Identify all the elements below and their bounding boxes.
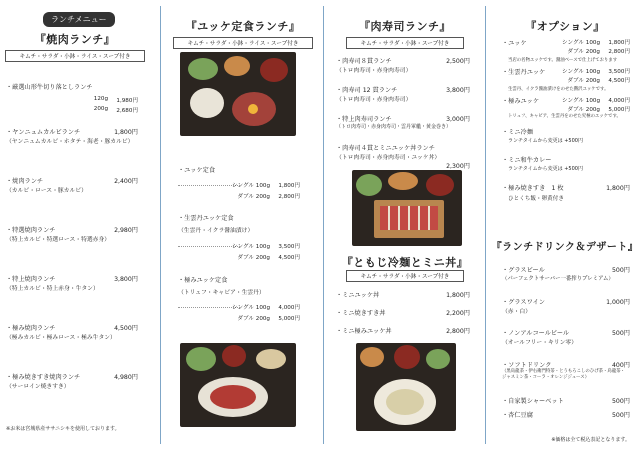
section-title: 『オプション』 xyxy=(525,20,605,33)
column-divider xyxy=(323,6,324,444)
panel-niku-sushi-lunch xyxy=(330,0,480,450)
option-item: ・生雲丹ユッケ xyxy=(502,69,546,76)
size-option: 120g 1,980円 xyxy=(93,96,138,104)
drink-item: ・グラスビール 500円 （パーフェクトサーバー一番搾りプレミアム） xyxy=(502,267,630,282)
option-desc: 生雲丹、イクラ醤油漬けをのせた贅沢ユッケです。 xyxy=(508,87,609,92)
size-option: 200g 2,680円 xyxy=(93,106,138,114)
size-option: シングル 100g 3,500円 xyxy=(562,69,630,75)
option-item: ・ミニ冷麺 xyxy=(502,129,533,136)
column-divider xyxy=(160,6,161,444)
size-option: シングル 100g 4,000円 xyxy=(562,98,630,104)
menu-item: ・極み焼きすき焼肉ランチ 4,980円 （サーロイン焼きすき） xyxy=(6,374,138,390)
option-item: ・極み焼きすき 1 枚 1,800円 xyxy=(502,185,630,192)
size-option: シングル 100g 4,000円 xyxy=(178,303,300,311)
menu-item: ・極みユッケ定食 （トリュフ・キャビア・生雲丹） xyxy=(178,277,265,296)
option-desc: ひとくち飯・卵黄付き xyxy=(508,196,564,202)
section-title: 『ともじ冷麺とミニ丼』 xyxy=(341,256,469,269)
menu-item: ・肉寿司 12 貫ランチ 3,800円 （トロ肉寿司・赤身肉寿司） xyxy=(336,87,470,103)
size-option: ダブル 200g 5,000円 xyxy=(567,107,630,113)
menu-item: ・肉寿司４貫とミニユッケ丼ランチ （トロ肉寿司・赤身肉寿司・ユッケ丼） 2,300円 xyxy=(336,145,470,170)
drink-item: ・ソフトドリンク 400円 （黒烏龍茶・伊右衛門特茶・とうもろこしのひげ茶・烏龍茶・ジャスミン茶・コーラ・オレンジジュース） xyxy=(502,362,630,380)
size-option: シングル 100g 1,800円 xyxy=(562,40,630,46)
menu-item: ・厳選山形牛切り落としランチ xyxy=(6,84,93,91)
size-option: ダブル 200g 4,500円 xyxy=(567,78,630,84)
lunch-menu-badge: ランチメニュー xyxy=(43,12,115,27)
menu-item: ・ミニ焼きすき丼 2,200円 xyxy=(336,310,470,317)
option-item: ・ユッケ xyxy=(502,40,527,47)
section-title: 『肉寿司ランチ』 xyxy=(359,20,451,33)
option-desc: ランチタイムから変更は +500円 xyxy=(508,166,583,172)
section-title: 『ランチドリンク＆デザート』 xyxy=(491,242,639,253)
dessert-item: ・自家製シャーベット 500円 xyxy=(502,398,630,405)
yakiniku-set-photo xyxy=(180,343,296,427)
size-option: ダブル 200g 2,800円 xyxy=(567,49,630,55)
size-option: ダブル 200g 2,800円 xyxy=(237,194,300,200)
drink-item: ・ノンアルコールビール 500円 （オールフリー・キリン零） xyxy=(502,330,630,346)
menu-item: ・極み焼肉ランチ 4,500円 （極みカルビ・極みロース・極み牛タン） xyxy=(6,325,138,341)
panel-options xyxy=(490,0,640,450)
panel-yakiniku-lunch xyxy=(0,0,150,450)
column-divider xyxy=(485,6,486,444)
yukke-set-photo xyxy=(180,52,296,136)
drink-item: ・グラスワイン 1,000円 （赤・白） xyxy=(502,299,630,315)
niku-sushi-photo xyxy=(352,170,462,246)
section-title: 『ユッケ定食ランチ』 xyxy=(185,20,301,33)
option-desc: 当店の名物ユッケです。醤油ベースで仕上げております xyxy=(508,58,618,63)
menu-item: ・ミニ極みユッケ丼 2,800円 xyxy=(336,328,470,335)
panel-yukke-lunch xyxy=(168,0,318,450)
size-option: シングル 100g 1,800円 xyxy=(178,181,300,189)
rice-note: ※お米は宮城県産ササニシキを使用しております。 xyxy=(6,426,120,432)
section-includes: キムチ・サラダ・小鉢・スープ付き xyxy=(346,37,464,49)
menu-item: ・生雲丹ユッケ定食 （生雲丹・イクラ醤油漬け） xyxy=(178,215,254,234)
size-option: ダブル 200g 4,500円 xyxy=(237,255,300,261)
option-desc: ランチタイムから変更は +500円 xyxy=(508,138,583,144)
section-includes: キムチ・サラダ・小鉢・ライス・スープ付き xyxy=(5,50,145,62)
section-title: 『焼肉ランチ』 xyxy=(34,33,116,46)
cold-noodle-photo xyxy=(356,343,456,431)
tax-note: ※価格は全て税込表記となります。 xyxy=(551,437,630,443)
dessert-item: ・杏仁豆腐 500円 xyxy=(502,412,630,419)
size-option: ダブル 200g 5,000円 xyxy=(237,316,300,322)
size-option: シングル 100g 3,500円 xyxy=(178,242,300,250)
menu-item: ・特上焼肉ランチ 3,800円 （特上カルビ・特上赤身・牛タン） xyxy=(6,276,138,292)
menu-item: ・ヤンニュムカルビランチ 1,800円 （ヤンニュムカルビ・ホタテ・海老・豚カルビ） xyxy=(6,129,138,145)
menu-item: ・肉寿司８貫ランチ 2,500円 （トロ肉寿司・赤身肉寿司） xyxy=(336,58,470,74)
menu-item: ・ミニユッケ丼 1,800円 xyxy=(336,292,470,299)
menu-item: ・特上肉寿司ランチ 3,000円 （トロ肉寿司・赤身肉寿司・雲丹軍艦・黄金巻き） xyxy=(336,116,470,130)
option-item: ・極みユッケ xyxy=(502,98,540,105)
menu-item: ・ユッケ定食 xyxy=(178,167,216,174)
option-item: ・ミニ和牛カレー xyxy=(502,157,552,164)
section-includes: キムチ・サラダ・小鉢・ライス・スープ付き xyxy=(173,37,313,49)
menu-item: ・焼肉ランチ 2,400円 （カルビ・ロース・豚カルビ） xyxy=(6,178,138,194)
menu-item: ・特選焼肉ランチ 2,980円 （特上カルビ・特選ロース・特選赤身） xyxy=(6,227,138,243)
option-desc: トリュフ、キャビア、生雲丹をのせた究極のユッケです。 xyxy=(508,114,621,119)
section-includes: キムチ・サラダ・小鉢・スープ付き xyxy=(346,270,464,282)
